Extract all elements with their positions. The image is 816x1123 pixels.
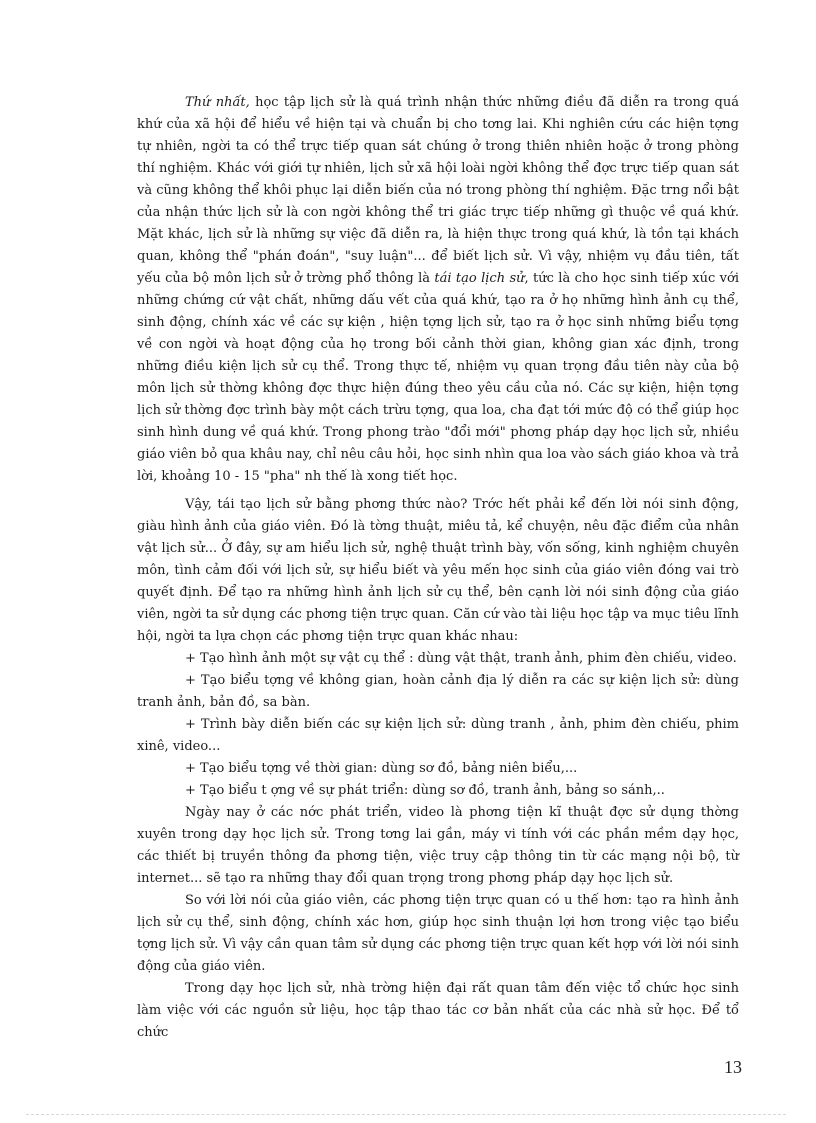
list-item: + Tạo biểu tợng về không gian, hoàn cảnh địa lý diễn ra các sự kiện lịch sử: dùng tranh ảnh, bản đồ, sa bàn.: [137, 673, 739, 710]
paragraph-3: Ngày nay ở các nớc phát triển, video là phơng tiện kĩ thuật đợc sử dụng thờng xuyên trong dạy học lịch sử. Trong tơng lai gần, máy vi tính với các phần mềm dạy học, các thiết bị truyền thông đa phơng tiện, việc truy cập thông tin từ các mạng nội bộ, từ internet... sẽ tạo ra những thay đổi quan trọng trong phơng pháp dạy học lịch sử.: [137, 805, 739, 886]
list-item: + Tạo biểu tợng về thời gian: dùng sơ đồ, bảng niên biểu,...: [185, 761, 578, 776]
list-item: + Trình bày diễn biến các sự kiện lịch sử: dùng tranh , ảnh, phim đèn chiếu, phim xinê, video...: [137, 717, 739, 754]
paragraph-1-text-b: , tức là cho học sinh tiếp xúc với những chứng cứ vật chất, những dấu vết của quá khứ, tạo ra ở họ những hình ảnh cụ thể, sinh động, chính xác về các sự kiện , hiện tợng lịch sử, tạo ra ở học sinh những biểu tợng về con ngời và hoạt động của họ trong bối cảnh thời gian, không gian xác định, trong những điều kiện lịch sử cụ thể. Trong thực tế, nhiệm vụ quan trọng đầu tiên này của bộ môn lịch sử thờng không đợc thực hiện đúng theo yêu cầu của nó. Các sự kiện, hiện tợng lịch sử thờng đợc trình bày một cách trừu tợng, qua loa, cha đạt tới mức độ có thể giúp học sinh hình dung về quá khứ. Trong phong trào "đổi mới" phơng pháp dạy học lịch sử, nhiều giáo viên bỏ qua khâu nay, chỉ nêu câu hỏi, học sinh nhìn qua loa vào sách giáo khoa và trả lời, khoảng 10 - 15 "pha" nh thế là xong tiết học.: [137, 271, 740, 484]
paragraph-2: Vậy, tái tạo lịch sử bằng phơng thức nào? Trớc hết phải kể đến lời nói sinh động, giàu hình ảnh của giáo viên. Đó là tờng thuật, miêu tả, kể chuyện, nêu đặc điểm của nhân vật lịch sử... Ở đây, sự am hiểu lịch sử, nghệ thuật trình bày, vốn sống, kinh nghiệm chuyên môn, tình cảm đối với lịch sử, sự hiểu biết và yêu mến học sinh của giáo viên đóng vai trò quyết định. Để tạo ra những hình ảnh lịch sử cụ thể, bên cạnh lời nói sinh động của giáo viên, ngời ta sử dụng các phơng tiện trực quan. Căn cứ vào tài liệu học tập va mục tiêu lĩnh hội, ngời ta lựa chọn các phơng tiện trực quan khác nhau:: [137, 497, 739, 644]
paragraph-1-emphasis: tái tạo lịch sử: [434, 271, 525, 286]
list-item: + Tạo biểu t ợng về sự phát triển: dùng sơ đồ, tranh ảnh, bảng so sánh,..: [185, 783, 665, 798]
page-number: 13: [724, 1057, 742, 1077]
page-footer-divider: [26, 1114, 786, 1115]
paragraph-1-lead: Thứ nhất,: [185, 95, 250, 110]
paragraph-5: Trong dạy học lịch sử, nhà trờng hiện đại rất quan tâm đến việc tổ chức học sinh làm việc với các nguồn sử liệu, học tập thao tác cơ bản nhất của các nhà sử học. Để tổ chức: [137, 981, 739, 1040]
page-body: [137, 92, 739, 1044]
paragraph-1: [137, 92, 739, 488]
paragraph-4: So với lời nói của giáo viên, các phơng tiện trực quan có u thế hơn: tạo ra hình ảnh lịch sử cụ thể, sinh động, chính xác hơn, giúp học sinh thuận lợi hơn trong việc tạo biểu tợng lịch sử. Vì vậy cần quan tâm sử dụng các phơng tiện trực quan kết hợp với lời nói sinh động của giáo viên.: [137, 893, 739, 974]
paragraph-1-text-a: học tập lịch sử là quá trình nhận thức những điều đã diễn ra trong quá khứ của xã hội để hiểu về hiện tại và chuẩn bị cho tơng lai. Khi nghiên cứu các hiện tợng tự nhiên, ngời ta có thể trực tiếp quan sát chúng ở trong thiên nhiên hoặc ở trong phòng thí nghiệm. Khác với giới tự nhiên, lịch sử xã hội loài ngời không thể đợc trực tiếp quan sát và cũng không thể khôi phục lại diễn biến của nó trong phòng thí nghiệm. Đặc trng nổi bật của nhận thức lịch sử là con ngời không thể tri giác trực tiếp những gì thuộc về quá khứ. Mặt khác, lịch sử là những sự việc đã diễn ra, là hiện thực trong quá khứ, là tồn tại khách quan, không thể "phán đoán", "suy luận"... để biết lịch sử. Vì vậy, nhiệm vụ đầu tiên, tất yếu của bộ môn lịch sử ở trờng phổ thông là: [137, 95, 739, 286]
list-item: + Tạo hình ảnh một sự vật cụ thể : dùng vật thật, tranh ảnh, phim đèn chiếu, video.: [185, 651, 737, 666]
